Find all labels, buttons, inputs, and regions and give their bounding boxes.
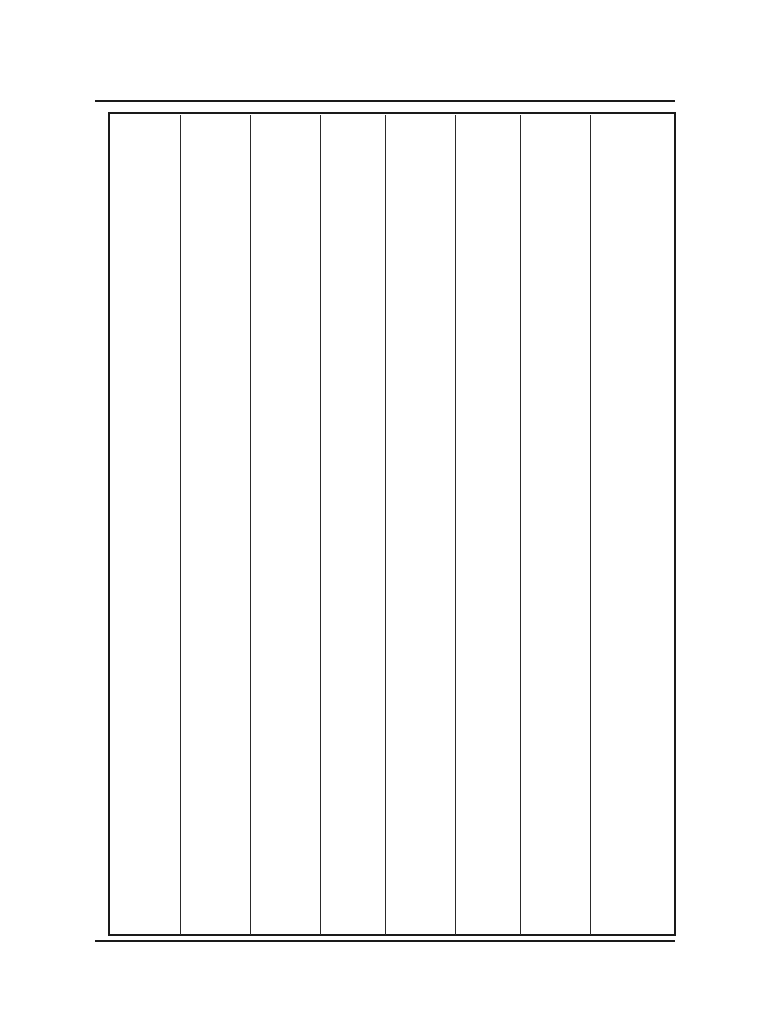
column-divider bbox=[250, 115, 251, 935]
top-border-rule bbox=[95, 100, 675, 102]
column-divider bbox=[180, 115, 181, 935]
column-divider bbox=[520, 115, 521, 935]
column-divider bbox=[320, 115, 321, 935]
column-divider bbox=[455, 115, 456, 935]
column-divider bbox=[385, 115, 386, 935]
bottom-border-rule bbox=[95, 940, 675, 942]
column-divider bbox=[590, 115, 591, 935]
